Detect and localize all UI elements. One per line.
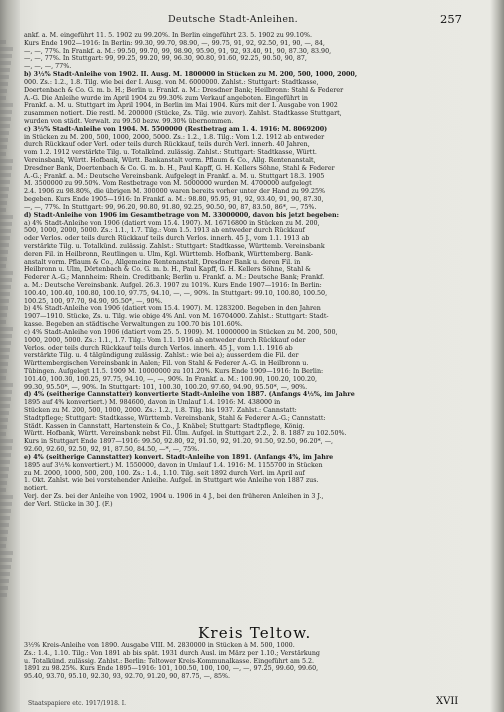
section-text-line: 3½% Kreis-Anleihe von 1890. Ausgabe VIII. M. 2830000 in Stücken à M. 500, 1000. xyxy=(24,642,295,649)
text-line: 500, 1000, 2000, 5000. Zs.: 1.1., 1.7. Tilg.: Vom 1.5. 1913 ab entweder durch Rückkauf xyxy=(24,227,305,235)
text-line: verstärkte Tilg. u. 4 tälgündigung zulässig. Zahlst.: wie bei a); ausserdem die Fil. der xyxy=(24,352,299,360)
text-line: 1907—1910. Stücke, Zs. u. Tilg. wie obige 4% Anl. von M. 16704000. Zahlst.: Stuttgart: Stadt- xyxy=(24,313,329,321)
section-text xyxy=(24,642,474,681)
text-line: Kurs Ende 1902—1916: In Berlin: 99.30, 99.70, 98.90, —, 99.75, 91, 92, 92.50, 91, 90, —, 84, xyxy=(24,39,325,47)
page-number: 257 xyxy=(440,12,462,26)
text-line: 99.30, 95.50*, —, 90%. In Stuttgart: 101, 100.30, 100.20, 97.60, 94.90, 95.50*, —, 90%. xyxy=(24,383,308,391)
footer-imprint: Staatspapiere etc. 1917/1918. I. xyxy=(28,700,127,707)
text-line: Stücken zu M. 200, 500, 1000, 2000. Zs.: 1.2., 1.8. Tilg. bis 1937. Zahlst.: Cannstatt: xyxy=(24,407,297,414)
text-line: Städt. Kassen in Cannstatt, Hartenstein & Co., J. Knäbel; Stuttgart: Stadtpflege, König. xyxy=(24,422,305,430)
running-title: Deutsche Stadt-Anleihen. xyxy=(168,14,298,25)
text-line: zusammen notiert. Die restl. M. 200000 (Stücke, Zs. Tilg. wie zuvor). Zahlst. Stadtkasse Stuttgart, xyxy=(24,110,342,118)
text-line: b) 4% Stadt-Anleihe von 1906 (datiert vom 15.4. 1907). M. 1283200. Begeben in den Jahren xyxy=(24,305,321,313)
text-line: A.-G. Die Anleihe wurde im April 1904 zu 99.30% zum Verkauf angeboten. Eingeführt in xyxy=(24,94,308,102)
text-line: 2.4. 1906 zu 98.80%, die übrigen M. 300000 waren bereits vorher unter der Hand zu 99.25% xyxy=(24,188,326,196)
section-text-line: u. Totalkünd. zulässig. Zahlst.: Berlin: Teltower Kreis-Kommunalkasse. Eingeführt am 5.2. xyxy=(24,657,315,665)
text-line: Württembergischen Vereinsbank in Aalen; Fil. von Stahl & Federer A.-G. in Heilbronn u. xyxy=(24,360,309,368)
text-line: c) 3½% Stadt-Anleihe von 1904. M. 5500000 (Restbetrag am 1. 4. 1916: M. 8069200) xyxy=(24,125,328,133)
text-line: 101.40, 100.30, 100.25, 97.75, 94.10, —, —, 90%. In Frankf. a. M.: 100.90, 100.20, 100.20, xyxy=(24,375,318,383)
text-line: oder Verlos. oder teils durch Rückkauf teils durch Verlos. innerh. 45 J., vom 1.1. 1913 ab xyxy=(24,235,310,243)
text-line: Stadtpflege; Stuttgart: Stadtkasse, Württemb. Vereinsbank, Stahl & Federer A.-G.; Cannstatt: xyxy=(24,414,326,422)
text-line: a) 4% Stadt-Anleihe von 1906 (datiert vom 15.4. 1907). M. 16716800 in Stücken zu M. 200, xyxy=(24,219,320,227)
text-line: A.-G.; Frankf. a. M.: Deutsche Vereinsbank. Aufgelegt in Frankf. a. M. u. Stuttgart 18.3. 1905 xyxy=(24,172,325,180)
text-line: Tübingen. Aufgelegt 11.5. 1909 M. 10000000 zu 101.20%. Kurs Ende 1909—1916: In Berlin: xyxy=(24,367,324,375)
text-line: Doertenbach & Co. G. m. b. H.; Berlin u. Frankf. a. M.: Dresdner Bank; Heilbronn: Stahl & Federer xyxy=(24,86,344,94)
page-header xyxy=(0,14,490,28)
text-line: Dresdner Bank, Doertenbach & Co. G. m. b. H., Paul Kapff, G. H. Kellers Söhne, Stahl & Federer xyxy=(24,164,335,172)
text-line: der Verl. Stücke in 30 J. (F.) xyxy=(24,500,113,508)
text-line: —, —, 77%. In Stuttgart: 99, 96.20, 90.80, 91.80, 92.25, 90.50, 90, 87, 83.50, 86*, —, 75%. xyxy=(24,203,317,211)
text-line: verstärkte Tilg. u. Totalkünd. zulässig. Zahlst.: Stuttgart: Stadtkasse, Württemb. Vereinsbank xyxy=(24,242,325,250)
text-line: —, —, 77%. In Frankf. a. M.: 99.50, 99.70, 99, 98.90, 95.90, 91, 92, 93.40, 91, 90, 87.30, 83.90, xyxy=(24,47,332,55)
text-line: Frankf. a. M. u. Stuttgart im April 1904, in Berlin im Mai 1904. Kurs mit der I. Ausgabe von 1902 xyxy=(24,102,338,110)
text-line: 1000, 2000, 5000. Zs.: 1.1., 1.7. Tilg.: Vom 1.1. 1916 ab entweder durch Rückkauf oder xyxy=(24,336,306,344)
section-title: Kreis Teltow. xyxy=(198,624,312,642)
text-line: —, —, 77%. In Stuttgart: 99, 99.25, 99.20, 99, 96.30, 90.80, 91.60, 92.25, 90.50, 90, 87, xyxy=(24,55,307,63)
text-line: 000. Zs.: 1.2., 1.8. Tilg. wie bei der I. Ausg. von M. 6000000. Zahlst.: Stuttgart: Stadtkasse, xyxy=(24,78,319,86)
text-line: Verlos. oder teils durch Rückkauf teils durch Verlos. innerh. 45 J., vom 1.1. 1916 ab xyxy=(24,344,293,352)
text-line: d) Stadt-Anleihe von 1906 im Gesamtbetrage von M. 33000000, davon bis jetzt begeben: xyxy=(24,211,339,219)
text-line: Heilbronn u. Ulm, Dörtenbach & Co. G. m. b. H., Paul Kapff, G. H. Kellers Söhne, Stahl & xyxy=(24,266,311,274)
text-line: durch Rückkauf oder Verl. oder teils durch Rückkauf, teils durch Verl. innerh. 40 Jahren, xyxy=(24,141,310,149)
text-line: Vereinsbank, Württ. Hofbank, Württ. Bankanstalt vorm. Pflaum & Co., Allg. Rentenanstalt, xyxy=(24,157,316,164)
text-line: kasse. Begeben an städtische Verwaltungen zu 100.70 bis 101.60%. xyxy=(24,321,243,329)
body-text xyxy=(24,32,474,509)
text-line: wurden von städt. Verwalt. zu 99.50 bezw. 99.30% übernommen. xyxy=(24,117,234,125)
text-line: 1. Okt. Zahlst. wie bei vorstehender Anleihe. Aufgel. in Stuttgart wie Anleihe von 1887 zus. xyxy=(24,477,319,485)
text-line: Württ. Hofbank, Württ. Vereinsbank nebst Fil. Ulm. Aufgel. in Stuttgart 2.2., 2. 8. 1887 zu 102.50%. xyxy=(24,430,347,438)
text-line: anstalt vorm. Pflaum & Co., Allgemeine Rentenanstalt, Dresdner Bank u. deren Fil. in xyxy=(24,258,301,266)
text-line: d) 4% (seitherige Cannstatter) konvertierte Stadt-Anleihe von 1887. (Anfangs 4½%, im Jahre xyxy=(24,391,355,399)
text-line: ankf. a. M. eingeführt 11. 5. 1902 zu 99.20%. In Berlin eingeführt 23. 5. 1902 zu 99.10%. xyxy=(24,32,313,39)
text-line: begeben. Kurs Ende 1905—1916: In Frankf. a. M.: 98.80, 95.95, 91, 92, 93.40, 91, 90, 87.30, xyxy=(24,196,324,204)
text-line: b) 3½% Stadt-Anleihe von 1902. II. Ausg. M. 1800000 in Stücken zu M. 200, 500, 1000, 2000, xyxy=(24,71,358,79)
text-line: c) 4% Stadt-Anleihe von 1906 (datiert vom 25. 5. 1909). M. 10000000 in Stücken zu M. 200, 500, xyxy=(24,328,338,336)
text-line: 1895 auf 3½% konvertiert.) M. 1550000, davon in Umlauf 1.4. 1916: M. 1155700 in Stücken xyxy=(24,461,323,469)
text-line: Kurs in Stuttgart Ende 1897—1916: 99.50, 92.80, 92, 91.50, 92, 91.20, 91.50, 92.50, 96.20*, —, xyxy=(24,438,334,446)
section-text-line: 95.40, 93.70, 95.10, 92.30, 93, 92.70, 91.20, 90, 87.75, —, 85%. xyxy=(24,673,231,681)
section-text-line: Zs.: 1.4., 1.10. Tilg.: Von 1891 ab bis spät. 1931 durch Ausl. im März per 1.10.; Verstärkung xyxy=(24,649,320,657)
gutter-bleed-text xyxy=(0,40,14,600)
footer-signature-mark: XVII xyxy=(436,696,459,707)
text-line: —, —, —, 77%. xyxy=(24,63,72,71)
text-line: Verj. der Zs. bei der Anleihe von 1902, 1904 u. 1906 in 4 J., bei den früheren Anleihen in 3 J., xyxy=(24,492,324,500)
page-edge-shadow xyxy=(490,0,504,712)
section-text-line: 1891 zu 98.25%. Kurs Ende 1895—1916: 101, 100.50, 100, 100, —, —, 97.25, 99.60, 99.60, xyxy=(24,665,319,673)
text-line: zu M. 2000, 1000, 500, 200, 100. Zs.: 1.4., 1.10. Tilg. seit 1892 durch Verl. im April auf xyxy=(24,469,305,477)
text-line: Federer A.-G.; Mannheim: Rhein. Creditbank; Berlin u. Frankf. a. M.: Deutsche Bank; Frankf. xyxy=(24,274,325,282)
text-line: 100.40, 100.40, 100.80, 100.10, 97.75, 94.10, —, —, 90%. In Stuttgart: 99.10, 100.80, 100.50, xyxy=(24,289,328,297)
text-line: e) 4% (seitherige Cannstatter) konvert. Stadt-Anleihe von 1891. (Anfangs 4%, im Jahre xyxy=(24,453,334,461)
text-line: a. M.: Deutsche Vereinsbank. Aufgel. 26.3. 1907 zu 101%. Kurs Ende 1907—1916: In Berlin: xyxy=(24,282,322,289)
binding-gutter xyxy=(0,0,20,712)
text-line: 92.60, 92.60, 92.50, 92, 91, 87.50, 84.50, —*, —, 75%. xyxy=(24,446,200,454)
text-line: in Stücken zu M. 200, 500, 1000, 2000, 5000. Zs.: 1.2., 1.8. Tilg.: Vom 1.2. 1912 ab entweder xyxy=(24,133,325,141)
text-line: M. 3500000 zu 99.50%. Vom Restbetrage von M. 5000000 wurden M. 4700000 aufgelegt xyxy=(24,180,312,188)
text-line: deren Fil. in Heilbronn, Reutlingen u. Ulm, Kgl. Württemb. Hofbank, Württemberg. Bank- xyxy=(24,250,313,258)
text-line: vom 1.2. 1912 verstärkte Tilg. u. Totalkünd. zulässig. Zahlst.: Stuttgart: Stadtkasse, Württ. xyxy=(24,149,317,157)
text-line: notiert. xyxy=(24,485,48,493)
text-line: 100.25, 100, 97.70, 94.90, 95.50*, —, 90%. xyxy=(24,297,163,305)
text-line: 1895 auf 4% konvertiert.) M. 984600, davon in Umlauf 1.4. 1916: M. 438000 in xyxy=(24,399,281,407)
